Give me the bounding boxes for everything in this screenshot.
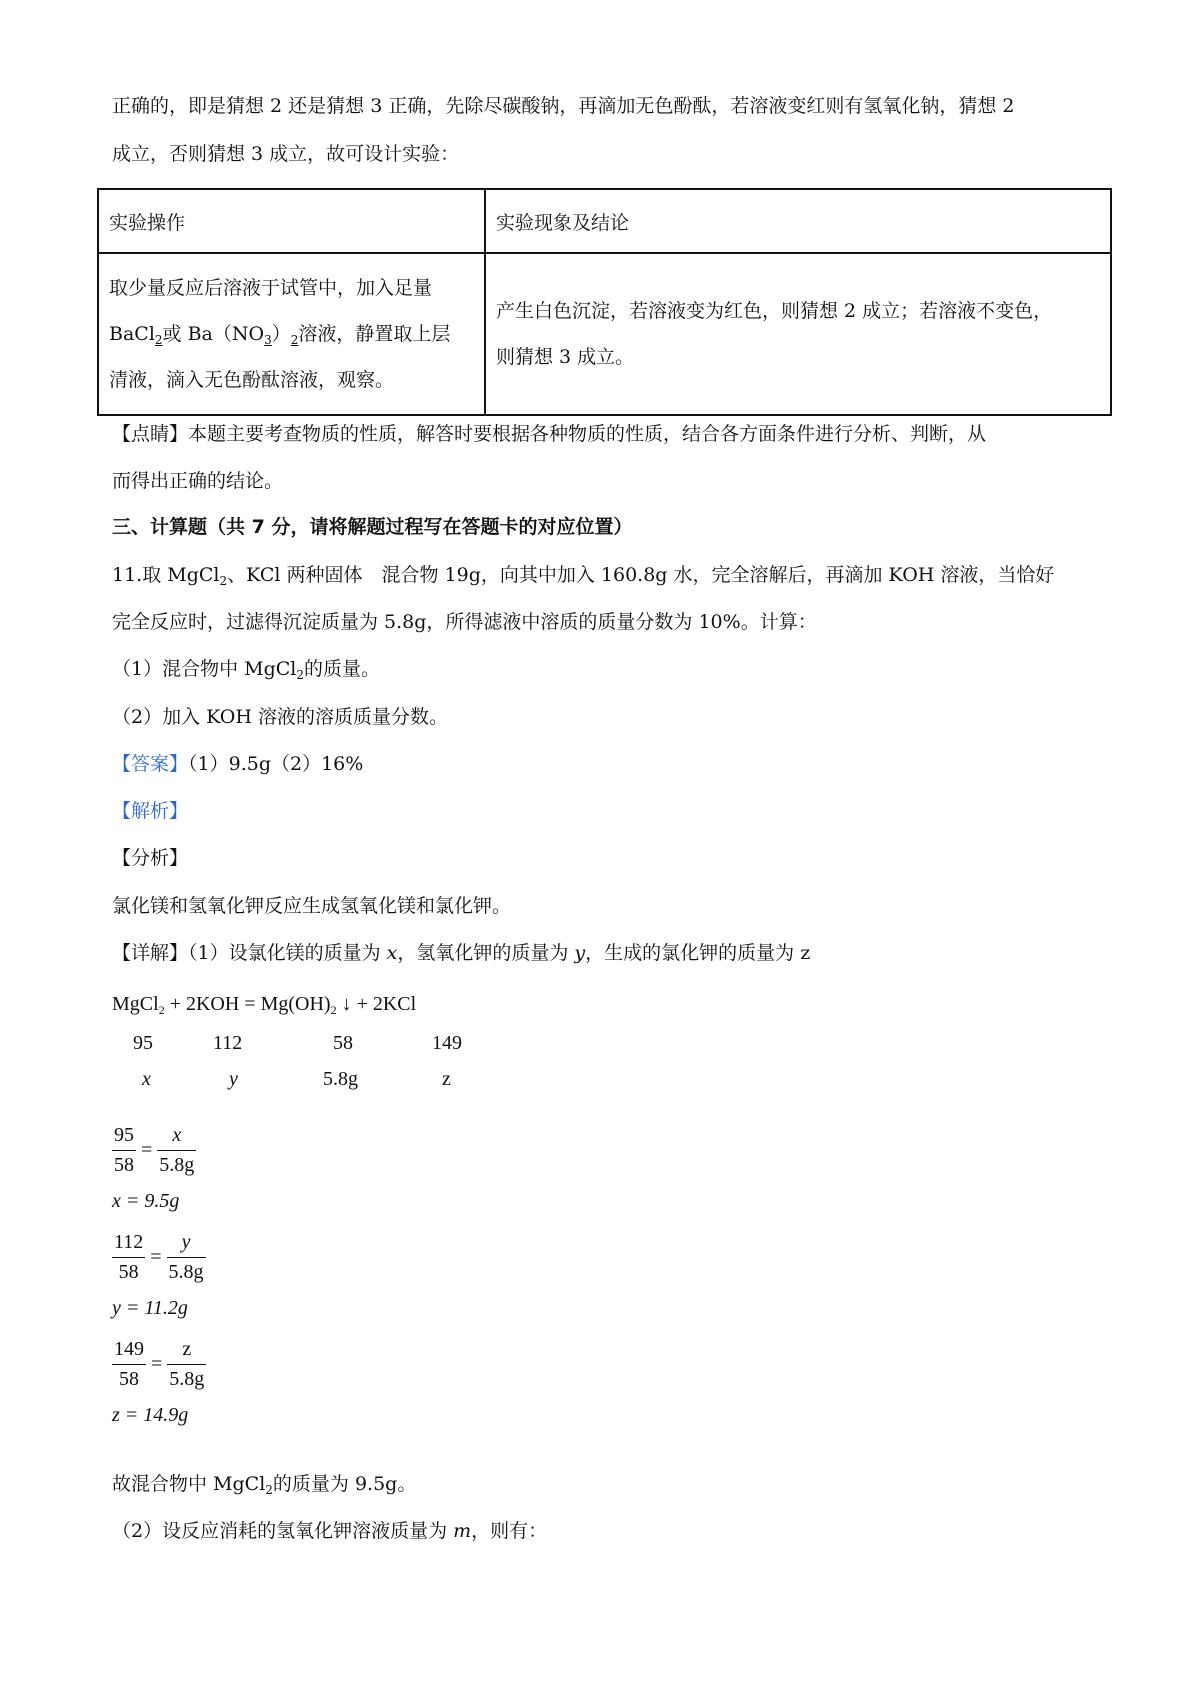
ba-no3-text: 或 Ba（NO xyxy=(162,323,265,345)
result-line-2: 则猜想 3 成立。 xyxy=(496,346,635,368)
question-line-1 xyxy=(112,561,1054,589)
section-title: 三、计算题（共 7 分，请将解题过程写在答题卡的对应位置） xyxy=(112,516,633,538)
paren-close: ） xyxy=(271,323,291,345)
var-mgoh2: 5.8g xyxy=(323,1068,358,1090)
detail-text: ，生成的氯化钾的质量为 z xyxy=(585,942,811,964)
part2-text: （2）设反应消耗的氢氧化钾溶液质量为 xyxy=(112,1520,454,1542)
review-line-1: 【点睛】本题主要考查物质的性质，解答时要根据各种物质的性质，结合各方面条件进行分析、判断，从 xyxy=(112,423,987,445)
intro-line-1: 正确的，即是猜想 2 还是猜想 3 正确，先除尽碳酸钠，再滴加无色酚酞，若溶液变红则有氢氧化钠，猜想 2 xyxy=(112,95,1015,117)
equals-sign: = xyxy=(150,1246,162,1268)
eq-part: MgCl xyxy=(112,993,159,1015)
question-part-1 xyxy=(112,655,380,683)
numerator: z xyxy=(167,1338,206,1365)
subscript: 2 xyxy=(219,574,228,588)
numerator: 112 xyxy=(112,1231,145,1258)
var-koh: y xyxy=(229,1068,238,1090)
part2-line xyxy=(112,1517,547,1545)
header-result: 实验现象及结论 xyxy=(485,189,1111,253)
fraction-left xyxy=(112,1231,145,1284)
var-y: y xyxy=(574,942,586,964)
analysis-label: 【解析】 xyxy=(112,800,189,822)
eq-part: ↓ + 2KCl xyxy=(336,993,417,1015)
fraction-right xyxy=(167,1338,206,1391)
mass-mgcl2: 95 xyxy=(133,1032,153,1054)
mass-mgoh2: 58 xyxy=(333,1032,353,1054)
detail-text: （1）设氯化镁的质量为 xyxy=(188,942,387,964)
subscript: 2 xyxy=(290,333,299,347)
result-z: z = 14.9g xyxy=(112,1404,189,1426)
review-line-2: 而得出正确的结论。 xyxy=(112,470,284,492)
operation-line-2 xyxy=(109,311,474,357)
numerator: 149 xyxy=(112,1338,146,1365)
detail-text: ，氢氧化钾的质量为 xyxy=(397,942,575,964)
subscript: 2 xyxy=(154,333,163,347)
detail-label: 【详解】 xyxy=(112,942,189,964)
operation-tail: 溶液，静置取上层 xyxy=(298,323,451,345)
result-x: x = 9.5g xyxy=(112,1190,180,1212)
operation-line-3: 清液，滴入无色酚酞溶液，观察。 xyxy=(109,369,395,391)
experiment-table xyxy=(97,188,1112,416)
subscript: 2 xyxy=(265,1483,273,1497)
var-kcl: z xyxy=(442,1068,451,1090)
answer-label: 【答案】 xyxy=(112,753,189,775)
equals-sign: = xyxy=(141,1139,153,1161)
fraction-left xyxy=(112,1338,146,1391)
question-text: 的质量。 xyxy=(304,658,381,680)
numerator: x xyxy=(157,1124,196,1151)
fraction-right xyxy=(167,1231,206,1284)
var-x: x xyxy=(386,942,398,964)
denominator: 5.8g xyxy=(169,1368,205,1390)
result-y: y = 11.2g xyxy=(112,1297,188,1319)
intro-line-2: 成立，否则猜想 3 成立，故可设计实验： xyxy=(112,143,460,165)
fenxi-text: 氯化镁和氢氧化钾反应生成氢氧化镁和氯化钾。 xyxy=(112,895,512,917)
table-header-row xyxy=(98,189,1111,253)
question-text: （1）混合物中 MgCl xyxy=(112,658,297,680)
fraction-y xyxy=(112,1231,206,1284)
fraction-z xyxy=(112,1338,206,1391)
var-m: m xyxy=(453,1520,472,1542)
answer-line xyxy=(112,750,363,778)
subscript: 2 xyxy=(158,1003,165,1017)
denominator: 5.8g xyxy=(159,1154,195,1176)
subscript: 2 xyxy=(296,668,305,682)
question-text: 、KCl 两种固体 混合物 19g，向其中加入 160.8g 水，完全溶解后，再滴加 KOH 溶液，当恰好 xyxy=(227,564,1055,586)
fraction-right xyxy=(157,1124,196,1177)
numerator: 95 xyxy=(112,1124,136,1151)
bacl-text: BaCl xyxy=(109,323,155,345)
denominator: 5.8g xyxy=(168,1261,204,1283)
conclusion-text: 的质量为 9.5g。 xyxy=(272,1473,417,1495)
answer-text: （1）9.5g（2）16% xyxy=(188,753,364,775)
fraction-x xyxy=(112,1124,196,1177)
chemical-equation xyxy=(112,993,416,1016)
detail-line xyxy=(112,939,810,967)
denominator: 58 xyxy=(119,1368,139,1390)
cell-result xyxy=(485,253,1111,415)
equals-sign: = xyxy=(151,1353,163,1375)
fenxi-label: 【分析】 xyxy=(112,847,189,869)
subscript: 3 xyxy=(264,333,272,347)
numerator: y xyxy=(167,1231,206,1258)
result-line-1: 产生白色沉淀，若溶液变为红色，则猜想 2 成立；若溶液不变色， xyxy=(496,300,1053,322)
question-part-2: （2）加入 KOH 溶液的溶质质量分数。 xyxy=(112,706,448,728)
question-line-2: 完全反应时，过滤得沉淀质量为 5.8g，所得滤液中溶质的质量分数为 10%。计算： xyxy=(112,611,817,633)
var-mgcl2: x xyxy=(142,1068,151,1090)
denominator: 58 xyxy=(114,1154,134,1176)
header-operation: 实验操作 xyxy=(98,189,485,253)
conclusion-text: 故混合物中 MgCl xyxy=(112,1473,266,1495)
question-text: 11.取 MgCl xyxy=(112,564,220,586)
cell-operation xyxy=(98,253,485,415)
mass-koh: 112 xyxy=(213,1032,243,1054)
fraction-left xyxy=(112,1124,136,1177)
conclusion-line xyxy=(112,1470,416,1498)
mass-kcl: 149 xyxy=(432,1032,462,1054)
table-row xyxy=(98,253,1111,415)
eq-part: + 2KOH = Mg(OH) xyxy=(164,993,331,1015)
denominator: 58 xyxy=(118,1261,139,1283)
subscript: 2 xyxy=(330,1003,337,1017)
operation-line-1: 取少量反应后溶液于试管中，加入足量 xyxy=(109,277,433,299)
part2-text: ，则有： xyxy=(471,1520,548,1542)
